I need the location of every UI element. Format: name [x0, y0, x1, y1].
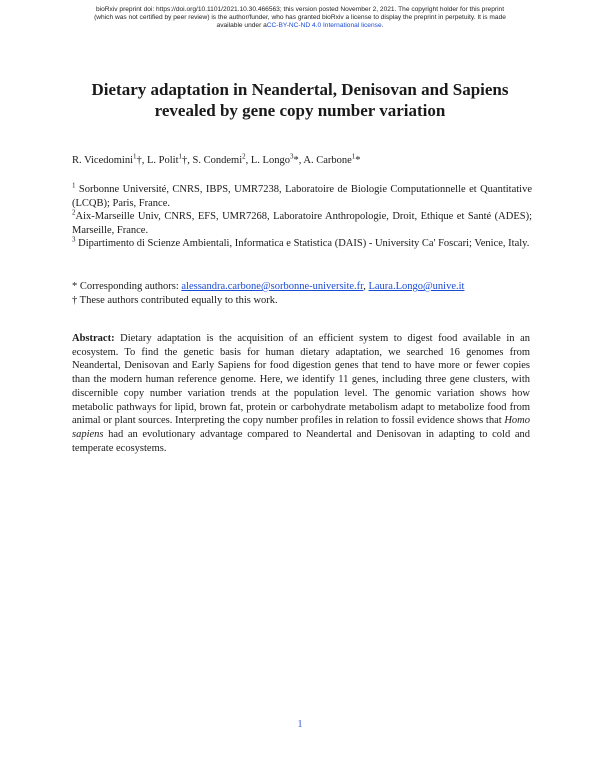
species-name: Homo sapiens	[72, 415, 530, 440]
license-link[interactable]: CC-BY-NC-ND 4.0 International license	[266, 22, 382, 30]
title-line-2: revealed by gene copy number variation	[154, 101, 446, 120]
author-list	[72, 154, 532, 167]
email-link-carbone[interactable]: alessandra.carbone@sorbonne-universite.fr	[181, 281, 364, 292]
preprint-notice	[0, 6, 600, 31]
notice-line-2: (which was not certified by peer review) is the author/funder, who has granted bioRxiv a license to display the preprint in perpetuity. It is made	[94, 14, 506, 22]
email-link-longo[interactable]: Laura.Longo@unive.it	[368, 281, 465, 292]
author: L. Longo$^3$*,	[250, 152, 304, 166]
author: L. Polit$^1$†,	[147, 152, 193, 166]
page-number: 1	[297, 719, 303, 730]
author: A. Carbone$^1$*	[303, 152, 361, 166]
notice-line-1: bioRxiv preprint doi: https://doi.org/10.1101/2021.10.30.466563; this version posted November 2, 2021. The copyright holder for this preprint	[95, 6, 505, 13]
contact-block	[72, 280, 542, 307]
notice-line-3: available under aCC-BY-NC-ND 4.0 International license.	[216, 22, 384, 30]
author: R. Vicedomini$^1$†,	[72, 152, 148, 166]
title-line-1: Dietary adaptation in Neandertal, Denisovan and Sapiens	[91, 80, 509, 99]
abstract-label: Abstract:	[72, 333, 115, 344]
corresponding-authors: * Corresponding authors: alessandra.carbone@sorbonne-universite.fr, Laura.Longo@unive.it	[72, 281, 465, 292]
affiliation-1: $^1$ Sorbonne Université, CNRS, IBPS, UMR7238, Laboratoire de Biologie Computationnelle et Quantitative (LCQB); Paris, France.	[72, 181, 532, 209]
affiliations	[72, 183, 532, 251]
equal-contribution-note: † These authors contributed equally to this work.	[72, 294, 278, 306]
affiliation-2: $^2$Aix-Marseille Univ, CNRS, EFS, UMR7268, Laboratoire Anthropologie, Droit, Ethique et Santé (ADES); Marseille, France.	[72, 208, 532, 236]
paper-title	[40, 79, 560, 121]
affiliation-3: $^3$ Dipartimento di Scienze Ambientali, Informatica e Statistica (DAIS) - University Ca' Foscari; Venice, Italy.	[72, 235, 530, 250]
abstract: Abstract: Dietary adaptation is the acquisition of an efficient system to digest food available in an ecosystem. To find the genetic basis for human dietary adaptation, we searched 16 genomes from Neandertal, Denisovan and Early Sapiens for food digestion genes that tend to have more or fewer copies than the modern human reference genome. Here, we identify 11 genes, including three gene clusters, with discernible copy number variation trends at the population level. The genomic variation shows how metabolic pathways for lipid, brown fat, protein or carbohydrate metabolism adapt to metabolize food from animal or plant sources. Interpreting the copy number profiles in relation to fossil evidence shows that Homo sapiens had an evolutionary advantage compared to Neandertal and Denisovan in adapting to cold and temperate ecosystems.	[72, 333, 530, 454]
author: S. Condemi$^2$,	[192, 152, 251, 166]
